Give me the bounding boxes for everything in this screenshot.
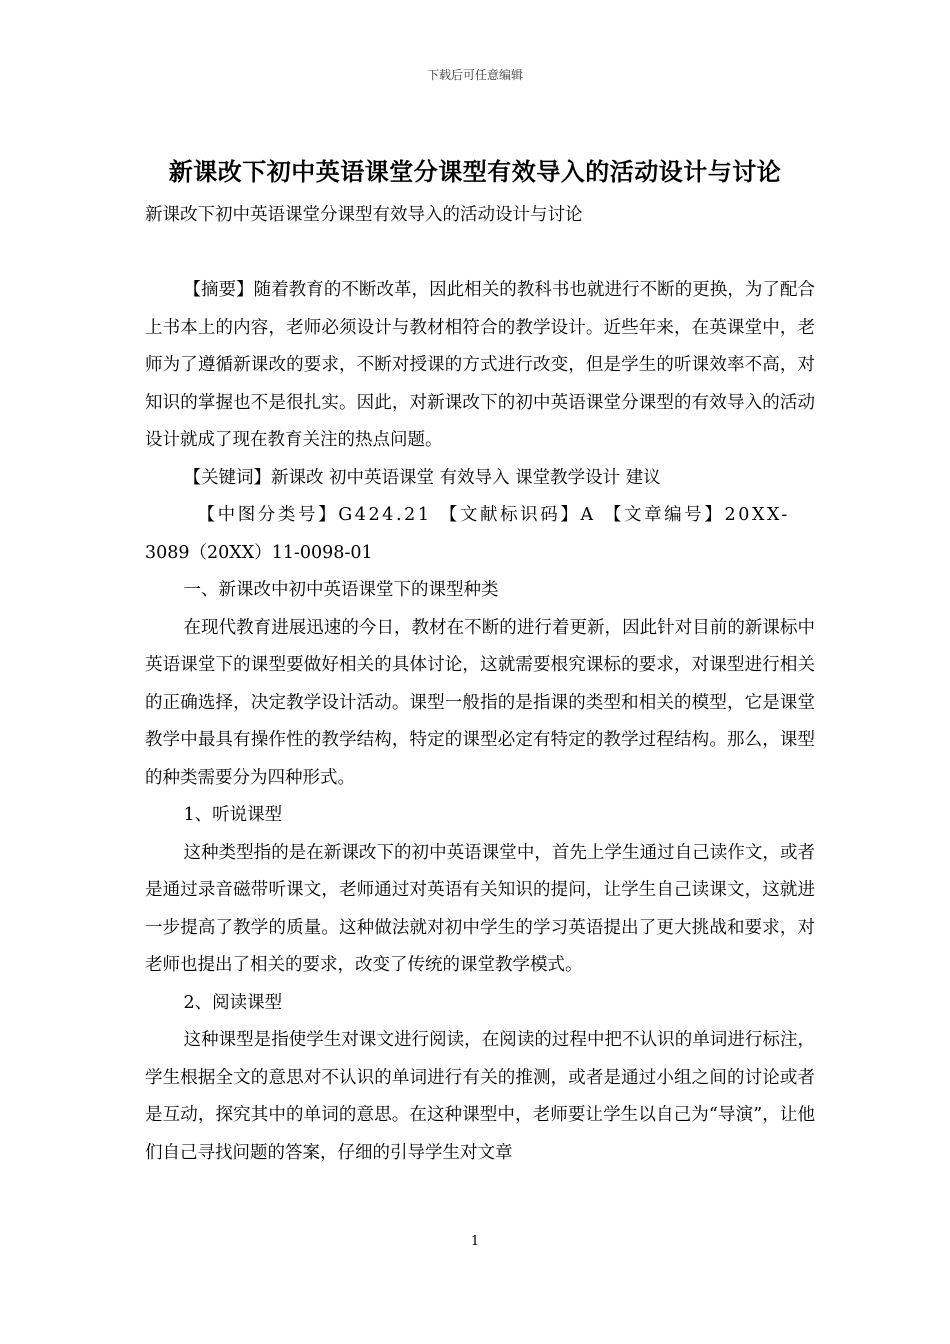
page-number: 1	[470, 1234, 480, 1249]
section-paragraph: 在现代教育进展迅速的今日，教材在不断的进行着更新，因此针对目前的新课标中英语课堂下的课型要做好相关的具体讨论，这就需要根究课标的要求，对课型进行相关的正确选择，决定教学设计活动。课型一般指的是指课的类型和相关的模型，它是课堂教学中最具有操作性的教学结构，特定的课型必定有特定的教学过程结构。那么，课型的种类需要分为四种形式。	[145, 617, 815, 788]
subsection-paragraph: 这种课型是指使学生对课文进行阅读，在阅读的过程中把不认识的单词进行标注，学生根据全文的意思对不认识的单词进行有关的推测，或者是通过小组之间的讨论或者是互动，探究其中的单词的意思。在这种课型中，老师要让学生以自己为“导演”，让他们自己寻找问题的答案，仔细的引导学生对文章	[145, 1030, 815, 1163]
subsection-heading: 1、听说课型	[183, 805, 283, 825]
subsection-heading: 2、阅读课型	[183, 992, 283, 1013]
document-title: 新课改下初中英语课堂分课型有效导入的活动设计与讨论	[168, 157, 782, 186]
subsection-paragraph: 这种类型指的是在新课改下的初中英语课堂中，首先上学生通过自己读作文，或者是通过录音磁带听课文，老师通过对英语有关知识的提问，让学生自己读课文，这就进一步提高了教学的质量。这种做法就对初中学生的学习英语提出了更大挑战和要求，对老师也提出了相关的要求，改变了传统的课堂教学模式。	[145, 842, 815, 975]
document-body	[145, 272, 815, 1172]
page-header-note: 下载后可任意编辑	[426, 68, 523, 82]
abstract-paragraph: 【摘要】随着教育的不断改革，因此相关的教科书也就进行不断的更换，为了配合上书本上的内容，老师必须设计与教材相符合的教学设计。近些年来，在英课堂中，老师为了遵循新课改的要求，不断对授课的方式进行改变，但是学生的听课效率不高，对知识的掌握也不是很扎实。因此，对新课改下的初中英语课堂分课型的有效导入的活动设计就成了现在教育关注的热点问题。	[145, 280, 815, 450]
classification-line: 【中图分类号】G424.21 【文献标识码】A 【文章编号】20XX-	[197, 505, 790, 525]
keywords-paragraph: 【关键词】新课改 初中英语课堂 有效导入 课堂教学设计 建议	[183, 467, 661, 488]
classification-line-continued: 3089（20XX）11-0098-01	[145, 542, 373, 563]
section-heading: 一、新课改中初中英语课堂下的课型种类	[183, 580, 499, 600]
document-subtitle: 新课改下初中英语课堂分课型有效导入的活动设计与讨论	[145, 205, 583, 225]
